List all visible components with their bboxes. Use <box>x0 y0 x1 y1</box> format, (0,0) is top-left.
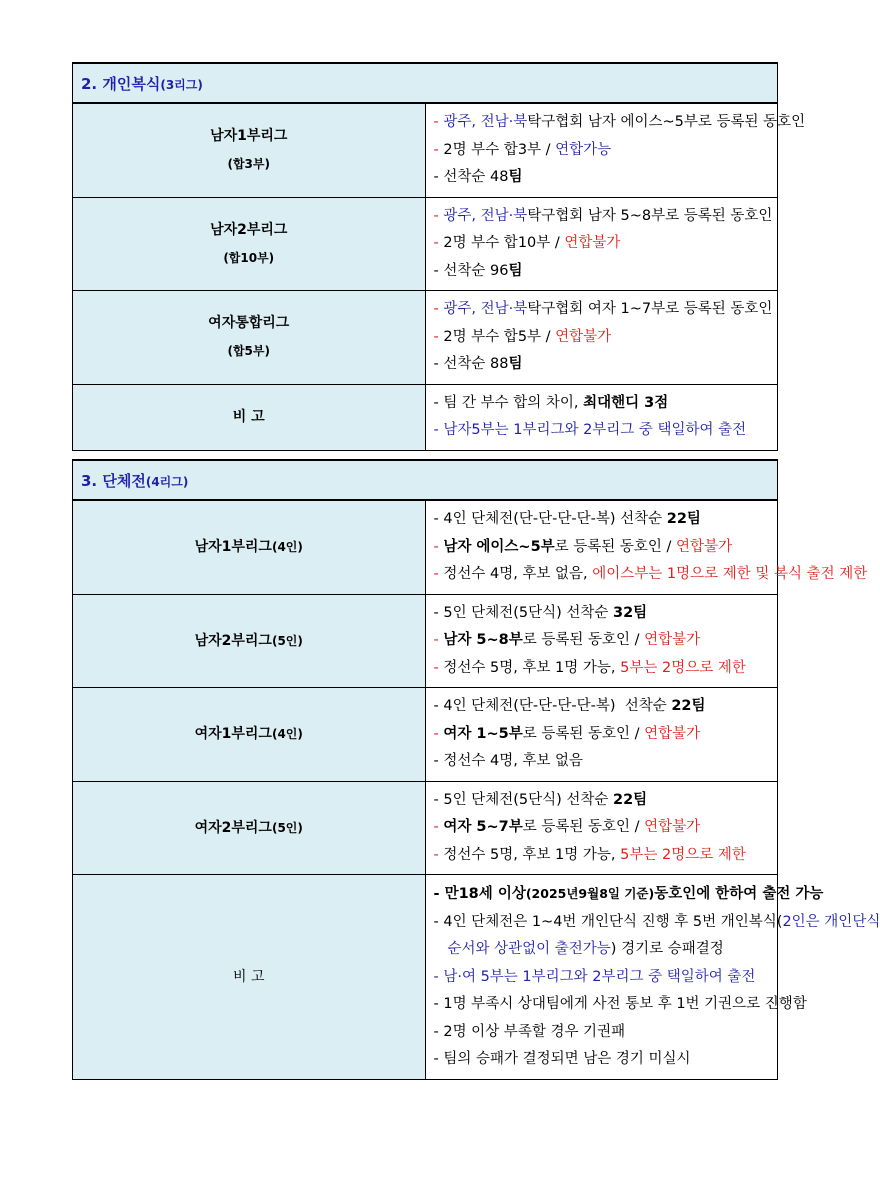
table-row <box>73 688 778 782</box>
table-row <box>73 384 778 450</box>
league-details: - 광주, 전남·북탁구협회 여자 1~7부로 등록된 동호인 - 2명 부수 합5부 / 연합불가 - 선착순 88팀 <box>425 291 778 385</box>
table-row <box>73 781 778 875</box>
table-row <box>73 500 778 594</box>
remarks-details: - 만18세 이상(2025년9월8일 기준)동호인에 한하여 출전 가능 - 4인 단체전은 1~4번 개인단식 진행 후 5번 개인복식(2인은 개인단식 순서와 상관없이 출전가능) 경기로 승패결정 - 남·여 5부는 1부리그와 2부리그 중 택일하여 출전 - 1명 부족시 상대팀에게 사전 통보 후 1번 기권으로 진행함 - 2명 이상 부족할 경우 기권패 - 팀의 승패가 결정되면 남은 경기 미실시 <box>425 875 778 1080</box>
league-label: 남자2부리그(5인) <box>73 594 426 688</box>
league-details: - 4인 단체전(단-단-단-단-복) 선착순 22팀 - 남자 에이스~5부로 등록된 동호인 / 연합불가 - 정선수 4명, 후보 없음, 에이스부는 1명으로 제한 및 복식 출전 제한 <box>425 500 778 594</box>
team-event-table <box>72 459 880 1080</box>
remarks-details: - 팀 간 부수 합의 차이, 최대핸디 3점 - 남자5부는 1부리그와 2부리그 중 택일하여 출전 <box>425 384 778 450</box>
section-header <box>73 63 778 103</box>
table-row <box>73 103 778 197</box>
league-label: 남자1부리그 (합3부) <box>73 103 426 197</box>
league-details: - 4인 단체전(단-단-단-단-복) 선착순 22팀 - 여자 1~5부로 등록된 동호인 / 연합불가 - 정선수 4명, 후보 없음 <box>425 688 778 782</box>
league-label: 여자통합리그 (합5부) <box>73 291 426 385</box>
league-label: 남자1부리그(4인) <box>73 500 426 594</box>
table-row <box>73 197 778 291</box>
league-details: - 5인 단체전(5단식) 선착순 22팀 - 여자 5~7부로 등록된 동호인 / 연합불가 - 정선수 5명, 후보 1명 가능, 5부는 2명으로 제한 <box>425 781 778 875</box>
remarks-label: 비 고 <box>73 875 426 1080</box>
table-row <box>73 875 778 1080</box>
league-label: 여자1부리그(4인) <box>73 688 426 782</box>
remarks-label: 비 고 <box>73 384 426 450</box>
section-title: 2. 개인복식(3리그) <box>73 63 778 103</box>
league-label: 여자2부리그(5인) <box>73 781 426 875</box>
table-row <box>73 291 778 385</box>
league-details: - 광주, 전남·북탁구협회 남자 에이스~5부로 등록된 동호인 - 2명 부수 합3부 / 연합가능 - 선착순 48팀 <box>425 103 778 197</box>
league-details: - 5인 단체전(5단식) 선착순 32팀 - 남자 5~8부로 등록된 동호인 / 연합불가 - 정선수 5명, 후보 1명 가능, 5부는 2명으로 제한 <box>425 594 778 688</box>
individual-doubles-table <box>72 62 806 451</box>
league-details: - 광주, 전남·북탁구협회 남자 5~8부로 등록된 동호인 - 2명 부수 합10부 / 연합불가 - 선착순 96팀 <box>425 197 778 291</box>
league-label: 남자2부리그 (합10부) <box>73 197 426 291</box>
section-header <box>73 460 778 500</box>
table-row <box>73 594 778 688</box>
section-title: 3. 단체전(4리그) <box>73 460 778 500</box>
